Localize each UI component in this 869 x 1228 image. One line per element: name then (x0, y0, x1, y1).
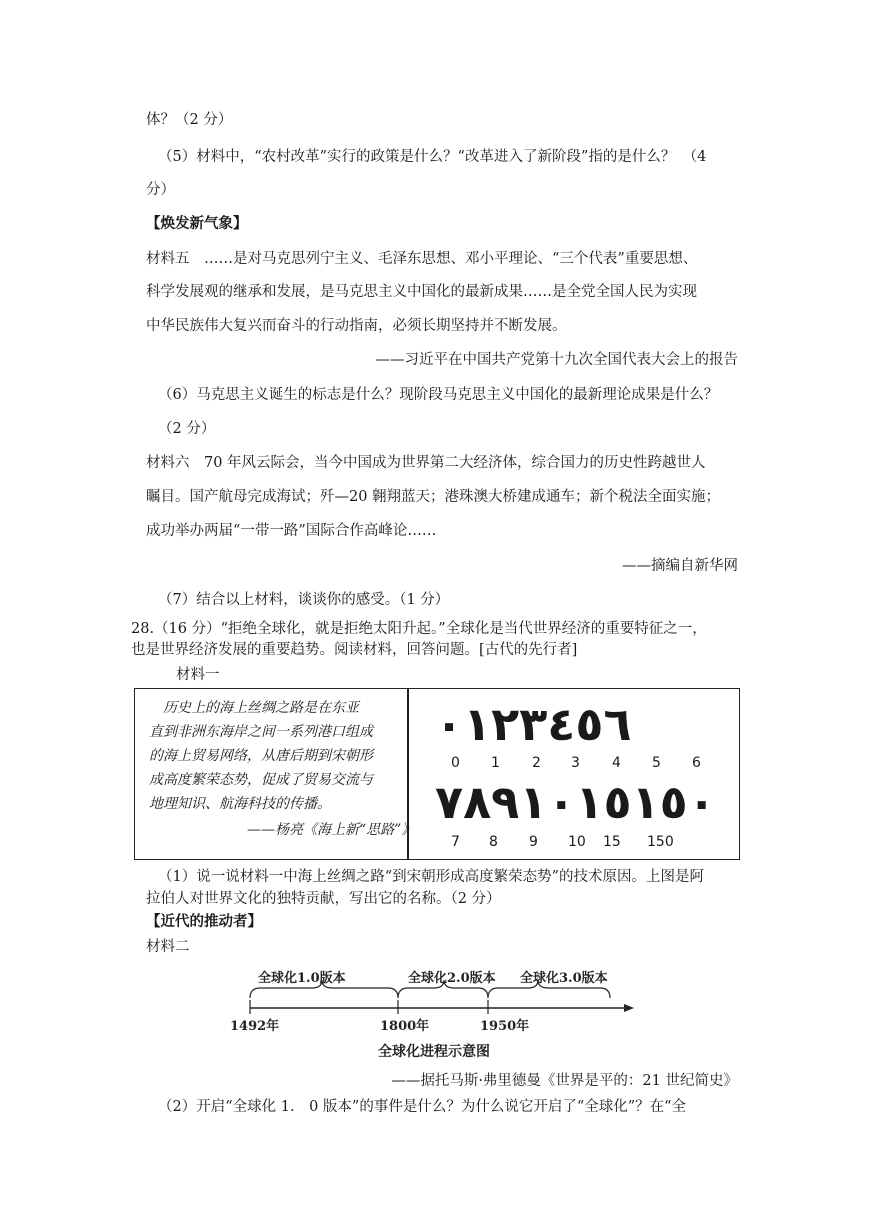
western-digit: 6 (692, 755, 701, 771)
material-2-source: ——据托马斯·弗里德曼《世界是平的：21 世纪简史》 (391, 1073, 738, 1089)
section-heading-modern: 【近代的推动者】 (146, 913, 262, 930)
timeline-year-1950: 1950年 (480, 1019, 530, 1034)
timeline-label-v3: 全球化3.0版本 (520, 971, 608, 986)
question-2: （2）开启“全球化 1. 0 版本”的事件是什么？为什么说它开启了“全球化”？在“全 (158, 1099, 687, 1115)
question-6: （6）马克思主义诞生的标志是什么？现阶段马克思主义中国化的最新理论成果是什么？ (158, 387, 719, 403)
material-5-source: ——习近平在中国共产党第十九次全国代表大会上的报告 (375, 352, 738, 368)
timeline-year-1492: 1492年 (230, 1019, 280, 1034)
question-6-score: （2 分） (158, 421, 216, 437)
western-digit: 4 (612, 755, 621, 771)
timeline-label-v1: 全球化1.0版本 (258, 971, 346, 986)
material-5-line: 科学发展观的继承和发展，是马克思主义中国化的最新成果……是全党全国人民为实现 (146, 284, 697, 300)
western-digit: 10 (568, 834, 586, 850)
timeline-year-1800: 1800年 (380, 1019, 430, 1034)
question-text: 分） (146, 182, 175, 198)
quote-line: 直到非洲东海岸之间一系列港口组成 (149, 724, 373, 740)
western-digit: 9 (529, 834, 538, 850)
western-digit: 7 (451, 834, 460, 850)
material-2-label: 材料二 (146, 939, 190, 955)
quote-line: 历史上的海上丝绸之路是在东亚 (163, 700, 359, 716)
quote-source: ——杨亮《海上新“思路”》 (247, 822, 416, 838)
quote-line: 的海上贸易网络，从唐后期到宋朝形 (149, 748, 373, 764)
timeline-label-v2: 全球化2.0版本 (408, 971, 496, 986)
material-5-line: 材料五 ……是对马克思列宁主义、毛泽东思想、邓小平理论、“三个代表”重要思想、 (146, 251, 698, 267)
western-digit: 0 (451, 755, 460, 771)
material-1-figure (134, 688, 740, 860)
western-digit: 15 (603, 834, 621, 850)
question-28: 也是世界经济发展的重要趋势。阅读材料，回答问题。[古代的先行者] (131, 642, 578, 658)
timeline-caption: 全球化进程示意图 (378, 1044, 490, 1060)
question-1: 拉伯人对世界文化的独特贡献，写出它的名称。（2 分） (146, 891, 501, 907)
western-digit: 8 (489, 834, 498, 850)
western-digit: 3 (571, 755, 580, 771)
arabic-numerals-row2: ٧٨٩١٠١٥١٥٠ (435, 775, 716, 829)
question-28: 28.（16 分）“拒绝全球化，就是拒绝太阳升起。”全球化是当代世界经济的重要特征之一， (131, 621, 707, 637)
quote-line: 成高度繁荣态势，促成了贸易交流与 (149, 772, 373, 788)
western-digit: 1 (491, 755, 500, 771)
section-heading-new: 【焕发新气象】 (146, 215, 248, 232)
material-6-line: 瞩目。国产航母完成海试；歼—20 翱翔蓝天；港珠澳大桥建成通车；新个税法全面实施； (146, 489, 721, 505)
material-6-line: 材料六 70 年风云际会，当今中国成为世界第二大经济体，综合国力的历史性跨越世人 (146, 455, 706, 471)
material-5-line: 中华民族伟大复兴而奋斗的行动指南，必须长期坚持并不断发展。 (146, 318, 567, 334)
western-digit: 5 (652, 755, 661, 771)
question-text: 体？（2 分） (146, 112, 233, 128)
arabic-numerals-row1: ٠١٢٣٤٥٦ (435, 697, 632, 751)
question-7: （7）结合以上材料，谈谈你的感受。（1 分） (158, 592, 450, 608)
question-1: （1）说一说材料一中海上丝绸之路“到宋朝形成高度繁荣态势”的技术原因。上图是阿 (158, 869, 705, 885)
material-6-source: ——摘编自新华网 (622, 558, 738, 574)
globalization-timeline (228, 964, 638, 1064)
quote-line: 地理知识、航海科技的传播。 (149, 796, 331, 812)
western-digit: 2 (532, 755, 541, 771)
western-digit: 150 (647, 834, 674, 850)
question-5: （5）材料中，“农村改革”实行的政策是什么？“改革进入了新阶段”指的是什么？ （4 (158, 149, 707, 165)
material-6-line: 成功举办两届“一带一路”国际合作高峰论…… (146, 523, 437, 539)
material-1-label: 材料一 (176, 667, 220, 683)
